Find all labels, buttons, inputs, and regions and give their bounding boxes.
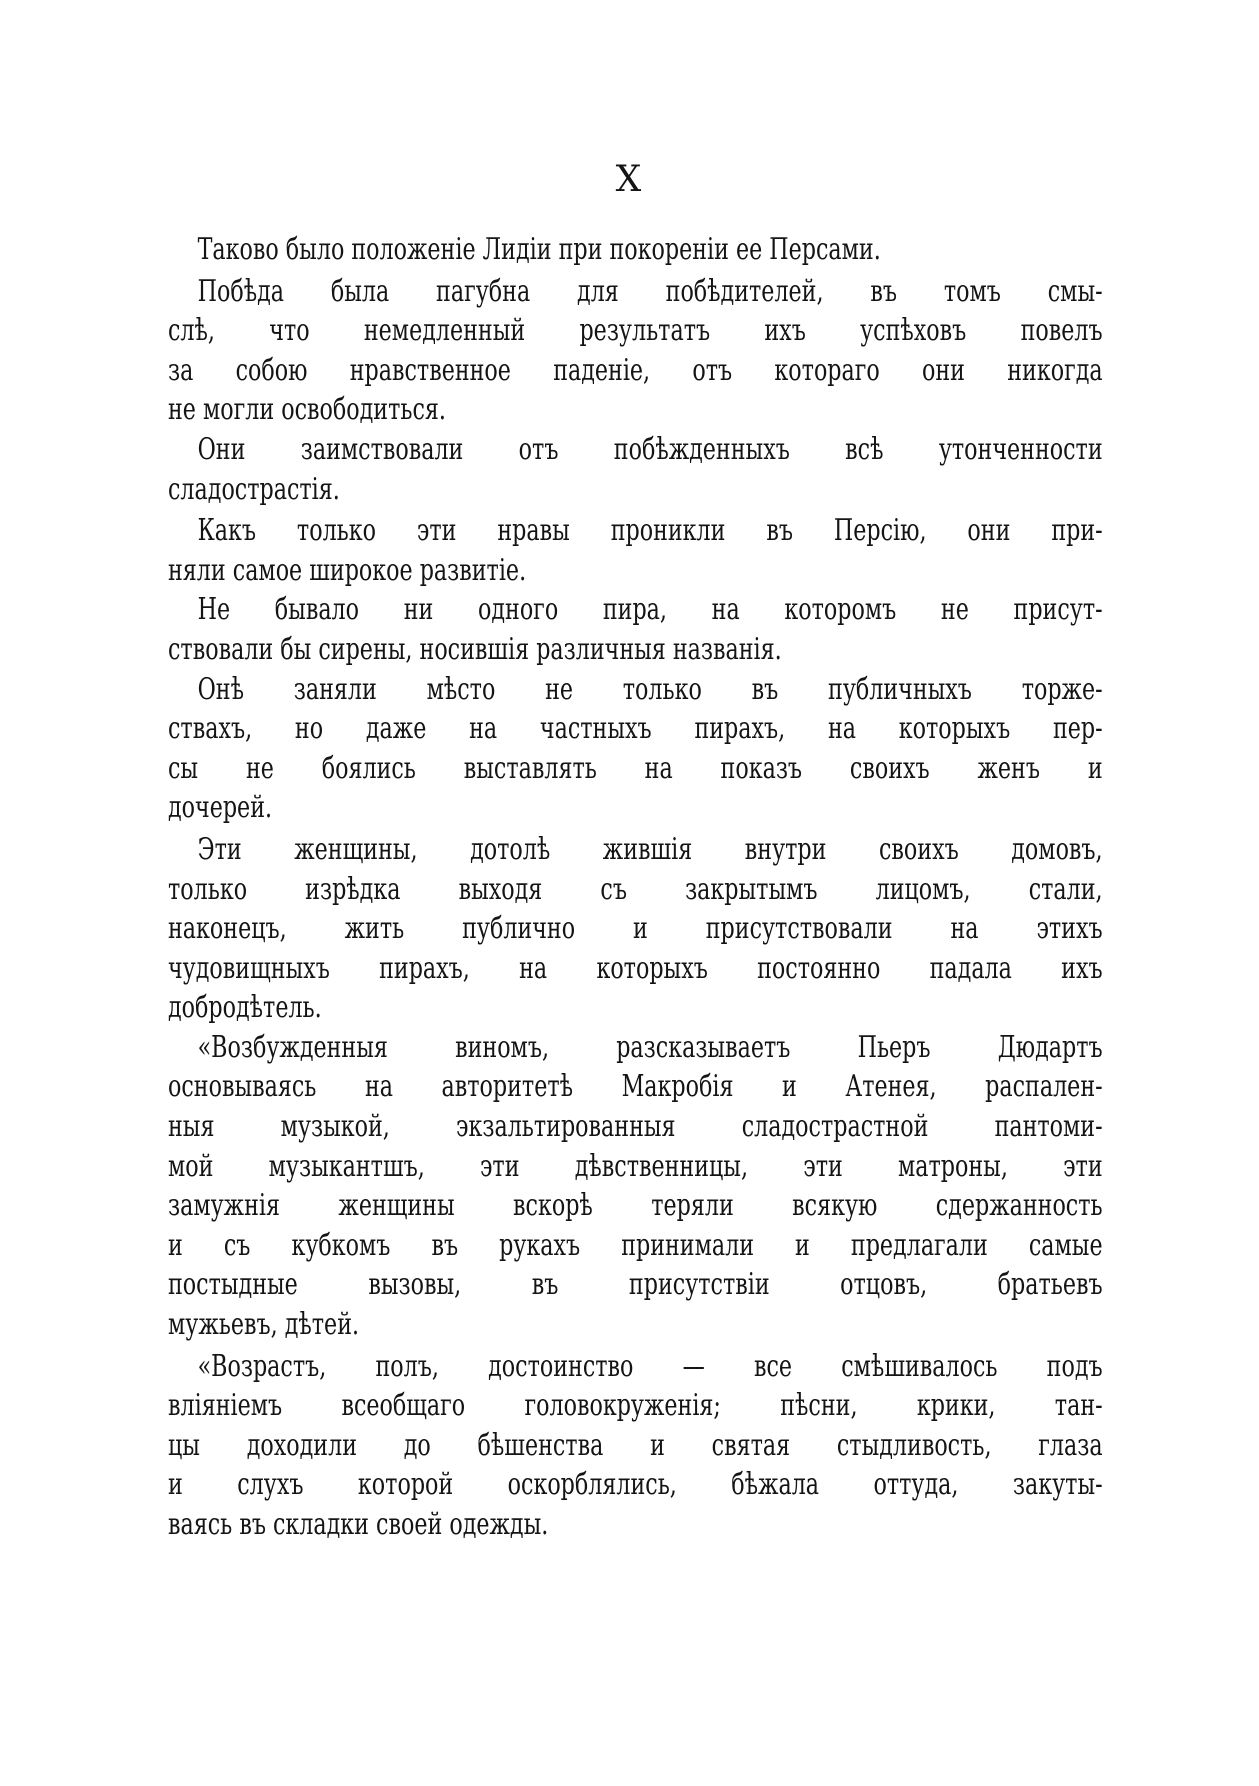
text-line: мой музыкантшъ, эти дѣвственницы, эти матроны, эти — [168, 1148, 1103, 1184]
text-line: Какъ только эти нравы проникли въ Персію, они при- — [197, 513, 1103, 549]
text-line: добродѣтель. — [168, 990, 322, 1026]
text-line: Онѣ заняли мѣсто не только въ публичныхъ торже- — [197, 671, 1103, 707]
text-line: основываясь на авторитетѣ Макробія и Атенея, распален- — [168, 1069, 1103, 1105]
text-line: Не бывало ни одного пира, на которомъ не присут- — [197, 592, 1103, 628]
text-line: мужьевъ, дѣтей. — [168, 1307, 360, 1343]
text-line: наконецъ, жить публично и присутствовали на этихъ — [168, 911, 1103, 947]
text-line: слѣ, что немедленный результатъ ихъ успѣховъ повелъ — [168, 313, 1103, 349]
text-line: ствовали бы сирены, носившія различныя названія. — [168, 631, 782, 667]
text-line: «Возбужденныя виномъ, разсказываетъ Пьеръ Дюдартъ — [197, 1029, 1103, 1065]
paragraph — [168, 430, 1103, 509]
text-line: няли самое широкое развитіе. — [168, 552, 527, 588]
paragraph — [168, 1347, 1103, 1545]
paragraph — [168, 272, 1103, 430]
paragraph — [168, 590, 1103, 669]
chapter-number: X — [615, 159, 644, 200]
paragraph — [168, 670, 1103, 828]
text-line: не могли освободиться. — [168, 392, 446, 428]
text-line: Они заимствовали отъ побѣжденныхъ всѣ утонченности — [197, 431, 1103, 467]
text-line: за собою нравственное паденіе, отъ котораго они никогда — [168, 352, 1103, 388]
text-line: «Возрастъ, полъ, достоинство — все смѣшивалось подъ — [197, 1348, 1103, 1384]
text-line: и съ кубкомъ въ рукахъ принимали и предлагали самые — [168, 1227, 1103, 1263]
text-line: вліяніемъ всеобщаго головокруженія; пѣсни, крики, тан- — [168, 1388, 1103, 1424]
paragraph — [168, 830, 1103, 1028]
text-line: Таково было положеніе Лидіи при покореніи ее Персами. — [197, 232, 881, 267]
paragraph — [168, 511, 1103, 590]
text-line: замужнія женщины вскорѣ теряли всякую сдержанность — [168, 1188, 1103, 1224]
text-line: ныя музыкой, экзальтированныя сладострастной пантоми- — [168, 1109, 1103, 1145]
text-line: и слухъ которой оскорблялись, бѣжала оттуда, закуты- — [168, 1467, 1103, 1503]
text-line: постыдные вызовы, въ присутствіи отцовъ, братьевъ — [168, 1267, 1103, 1303]
text-line: цы доходили до бѣшенства и святая стыдливость, глаза — [168, 1427, 1103, 1463]
text-line: Эти женщины, дотолѣ жившія внутри своихъ домовъ, — [197, 831, 1103, 867]
text-block — [168, 230, 1103, 1545]
text-line: сладострастія. — [168, 471, 340, 507]
text-line: Побѣда была пагубна для побѣдителей, въ томъ смы- — [197, 273, 1103, 309]
text-line: сы не боялись выставлять на показъ своихъ женъ и — [168, 750, 1103, 786]
text-line: только изрѣдка выходя съ закрытымъ лицомъ, стали, — [168, 871, 1103, 907]
text-line: дочерей. — [168, 790, 273, 826]
text-line: чудовищныхъ пирахъ, на которыхъ постоянно падала ихъ — [168, 950, 1103, 986]
text-line: ваясь въ складки своей одежды. — [168, 1507, 549, 1542]
text-line: ствахъ, но даже на частныхъ пирахъ, на которыхъ пер- — [168, 711, 1103, 747]
paragraph — [168, 1028, 1103, 1345]
paragraph — [168, 230, 1103, 270]
